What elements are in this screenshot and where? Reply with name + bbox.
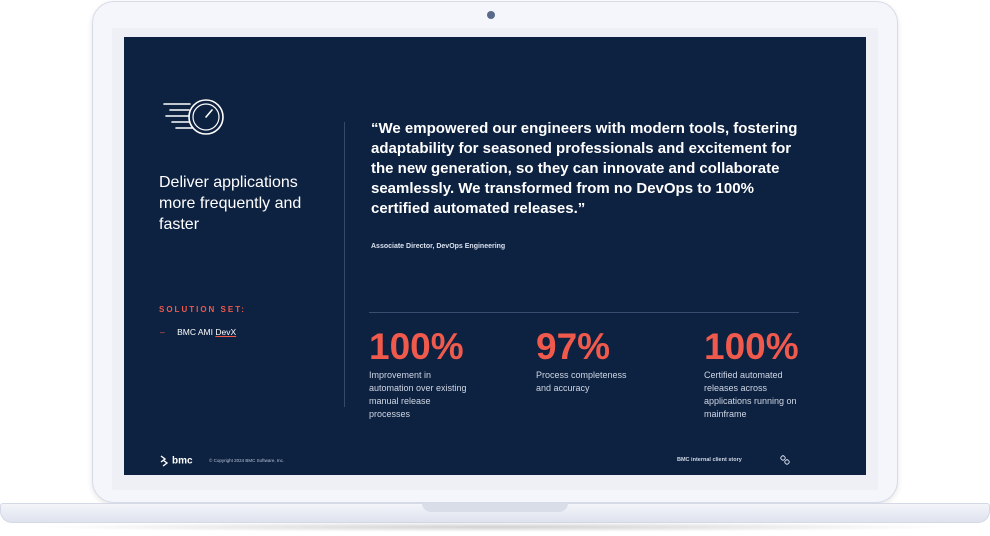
laptop-shadow [30,522,960,532]
solution-item-prefix: BMC AMI [177,327,214,337]
bmc-logo-icon [160,455,169,467]
solution-item-devx: DevX [215,327,237,337]
horizontal-divider [369,312,799,313]
stat-value: 100% [369,326,464,367]
stat-value: 100% [704,326,799,367]
bullet-dash: – [160,327,165,337]
copyright-text: © Copyright 2024 BMC Software, Inc. [209,458,285,463]
stat-block [704,327,824,421]
stat-block [536,327,656,395]
link-icon[interactable] [780,455,790,465]
stat-value: 97% [536,326,611,367]
bmc-logo [160,455,193,467]
headline: Deliver applications more frequently and faster [159,174,302,233]
stat-description: Certified automated releases across applications running on mainframe [704,370,797,419]
speed-clock-icon [162,95,226,139]
laptop-notch [422,503,568,512]
bmc-brand-text: bmc [172,455,193,467]
camera-dot [487,11,495,19]
stat-block [369,327,489,421]
client-quote: “We empowered our engineers with modern tools, fostering adaptability for seasoned professionals and excitement for the new generation, so they can innovate and collaborate seamlessly. We transformed from no DevOps to 100% certified automated releases.” [371,120,798,217]
client-story-slide [124,37,866,475]
solution-item [160,327,236,337]
stat-description: Improvement in automation over existing manual release processes [369,370,467,419]
quote-attribution: Associate Director, DevOps Engineering [371,243,506,250]
stat-description: Process completeness and accuracy [536,370,627,393]
solution-set-label: SOLUTION SET: [159,305,246,314]
vertical-divider [344,122,345,407]
client-story-label: BMC internal client story [677,457,742,463]
